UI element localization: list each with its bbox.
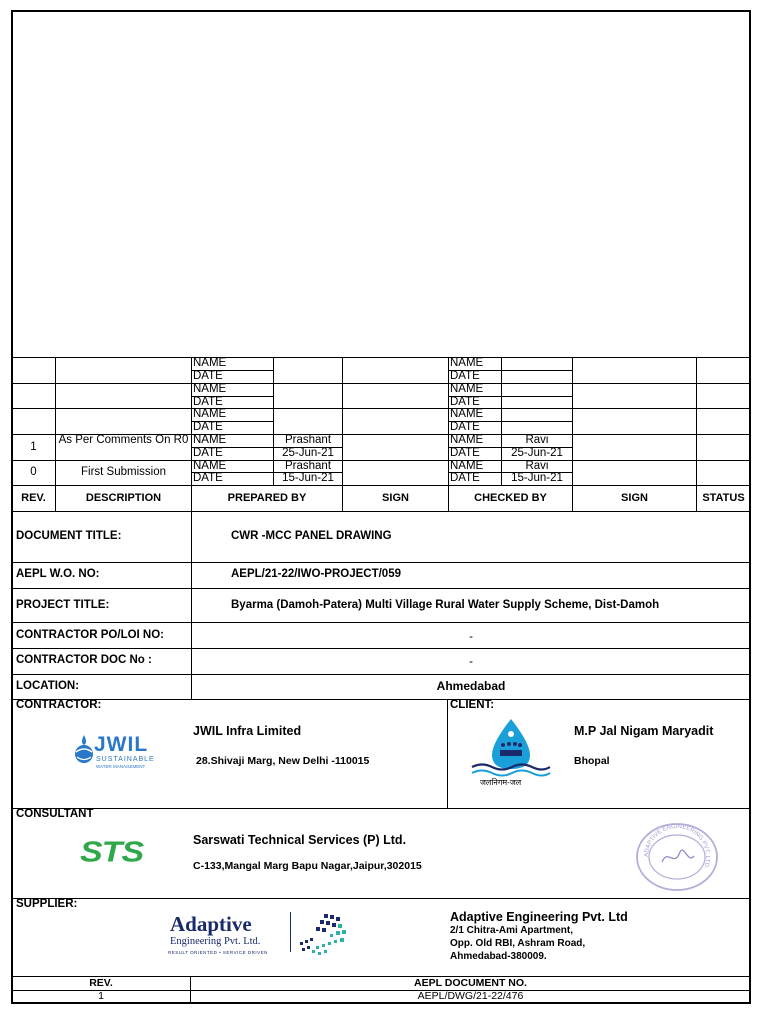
rev-description: First Submission [81, 466, 166, 478]
consultant-label: CONSULTANT [16, 808, 94, 820]
header-sign: SIGN [382, 492, 409, 504]
header-prepared-by: PREPARED BY [227, 492, 307, 504]
header-rev: REV. [21, 492, 46, 504]
header-description: DESCRIPTION [85, 492, 162, 504]
supplier-address-line-1: 2/1 Chitra-Ami Apartment, [450, 925, 573, 936]
header-status: STATUS [702, 492, 745, 504]
contractor-doc-label: CONTRACTOR DOC No : [16, 654, 152, 666]
supplier-name: Adaptive Engineering Pvt. Ltd [450, 910, 628, 924]
name-label: NAME [193, 357, 227, 369]
rev-description: As Per Comments On R0 [58, 434, 189, 446]
name-label: NAME [193, 460, 227, 472]
checked-date: 15-Jun-21 [511, 472, 563, 484]
footer-doc-value: AEPL/DWG/21-22/476 [417, 990, 524, 1002]
project-title-value: Byarma (Damoh-Patera) Multi Village Rural Water Supply Scheme, Dist-Damoh [231, 599, 660, 611]
date-label: DATE [193, 396, 223, 408]
contractor-name: JWIL Infra Limited [193, 724, 302, 738]
supplier-label: SUPPLIER: [16, 898, 78, 910]
aepl-wo-label: AEPL W.O. NO: [16, 568, 100, 580]
adaptive-logo-mark [294, 912, 352, 958]
name-label: NAME [193, 408, 227, 420]
date-label: DATE [450, 472, 480, 484]
contractor-address: 28.Shivaji Marg, New Delhi -110015 [196, 755, 370, 767]
jwil-logo-sub1: SUSTAINABLE [96, 756, 155, 763]
name-label: NAME [450, 408, 484, 420]
location-value: Ahmedabad [436, 679, 506, 693]
name-label: NAME [450, 383, 484, 395]
prepared-date: 25-Jun-21 [282, 447, 334, 459]
header-sign-2: SIGN [621, 492, 648, 504]
contractor-doc-value: - [469, 656, 473, 668]
aepl-wo-value: AEPL/21-22/IWO-PROJECT/059 [231, 568, 401, 580]
footer-rev-label: REV. [89, 977, 113, 989]
footer-doc-label: AEPL DOCUMENT NO. [414, 977, 527, 989]
location-label: LOCATION: [16, 680, 80, 692]
adaptive-logo [166, 910, 356, 964]
contractor-label: CONTRACTOR: [16, 699, 102, 711]
stamp-text: ADAPTIVE ENGINEERING PVT. LTD. [643, 823, 711, 870]
date-label: DATE [193, 447, 223, 459]
contractor-po-value: - [469, 631, 473, 643]
date-label: DATE [450, 421, 480, 433]
date-label: DATE [193, 370, 223, 382]
date-label: DATE [193, 421, 223, 433]
prepared-name: Prashant [284, 460, 332, 472]
client-city: Bhopal [574, 755, 610, 767]
checked-name: Ravi [525, 460, 549, 472]
sts-logo: STS [80, 836, 144, 869]
name-label: NAME [193, 434, 227, 446]
footer-rev-value: 1 [98, 990, 104, 1002]
name-label: NAME [193, 383, 227, 395]
adaptive-logo-word: Adaptive [170, 912, 252, 936]
document-title-label: DOCUMENT TITLE: [16, 530, 122, 542]
consultant-name: Sarswati Technical Services (P) Ltd. [193, 833, 407, 847]
mpjn-logo [470, 717, 552, 789]
mpjn-logo-caption: जलनिगम-जल [480, 778, 522, 787]
rev-number: 0 [30, 466, 37, 478]
client-name: M.P Jal Nigam Maryadit [574, 724, 714, 738]
checked-name: Ravi [525, 434, 549, 446]
consultant-address: C-133,Mangal Marg Bapu Nagar,Jaipur,302015 [193, 860, 422, 872]
prepared-name: Prashant [284, 434, 332, 446]
jwil-logo [72, 733, 172, 775]
jwil-logo-text: JWIL [94, 733, 149, 756]
checked-date: 25-Jun-21 [511, 447, 563, 459]
name-label: NAME [450, 357, 484, 369]
project-title-label: PROJECT TITLE: [16, 599, 110, 611]
date-label: DATE [193, 472, 223, 484]
name-label: NAME [450, 434, 484, 446]
company-stamp [634, 822, 720, 892]
date-label: DATE [450, 396, 480, 408]
header-checked-by: CHECKED BY [474, 492, 547, 504]
document-title-value: CWR -MCC PANEL DRAWING [231, 530, 392, 542]
rev-number: 1 [30, 441, 37, 453]
prepared-date: 15-Jun-21 [282, 472, 334, 484]
adaptive-logo-tagline: RESULT ORIENTED • SERVICE DRIVEN [168, 950, 268, 955]
supplier-address-line-3: Ahmedabad-380009. [450, 951, 547, 962]
contractor-po-label: CONTRACTOR PO/LOI NO: [16, 629, 165, 641]
name-label: NAME [450, 460, 484, 472]
jwil-logo-sub2: WATER MANAGEMENT [96, 764, 146, 769]
client-label: CLIENT: [450, 699, 495, 711]
adaptive-logo-sub: Engineering Pvt. Ltd. [170, 936, 261, 947]
supplier-address-line-2: Opp. Old RBI, Ashram Road, [450, 938, 586, 949]
date-label: DATE [450, 447, 480, 459]
date-label: DATE [450, 370, 480, 382]
